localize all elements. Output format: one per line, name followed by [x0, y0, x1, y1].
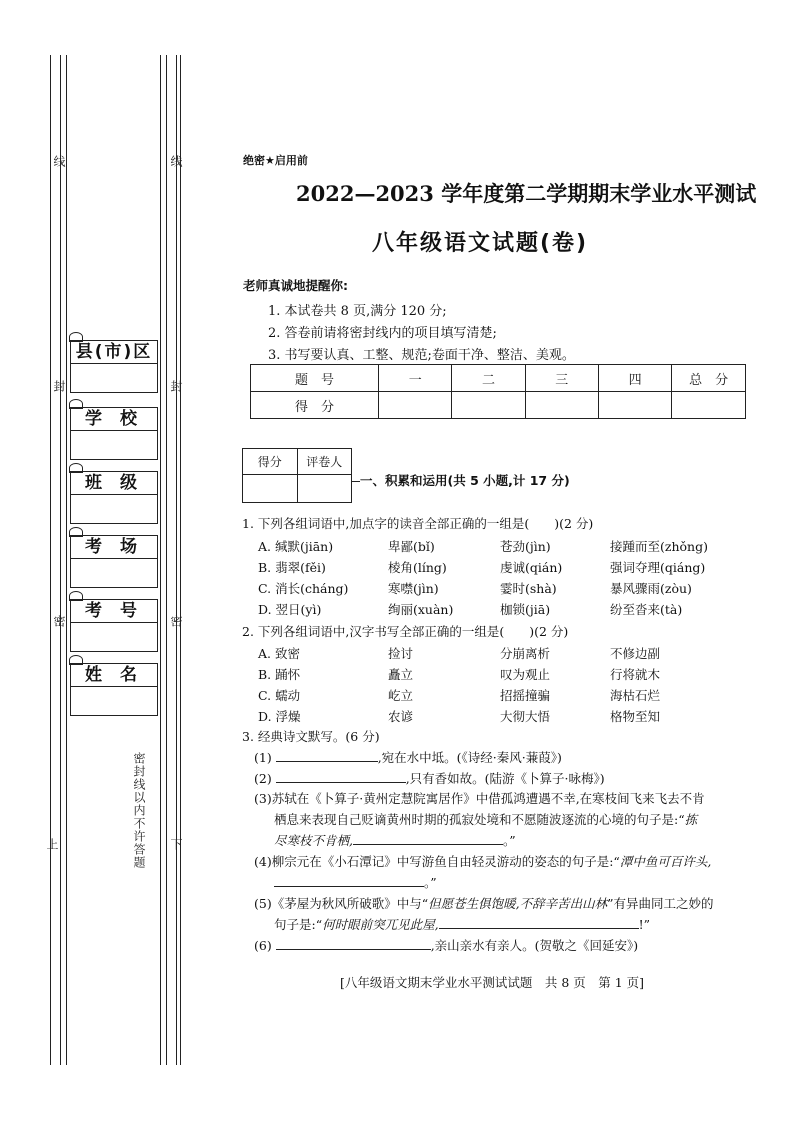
margin-line — [166, 55, 167, 1065]
exam-number-field[interactable] — [70, 599, 158, 652]
q2-option-b: 叹为观止 — [500, 667, 551, 682]
question-stem: 2. 下列各组词语中,汉字书写全部正确的一组是( )(2 分) — [242, 624, 569, 639]
q3-item-1 — [254, 748, 562, 766]
answer-blank[interactable] — [276, 749, 378, 762]
cut-mark: 线 — [169, 155, 183, 167]
q2-option-c: 招摇撞骗 — [500, 688, 551, 703]
q2-option-b: B. 踊怀 — [258, 667, 301, 682]
item-number: (1) — [254, 750, 272, 765]
q2-option-b: 矗立 — [388, 667, 414, 682]
reminder-title: 老师真诚地提醒你: — [243, 278, 348, 293]
class-label: 班 级 — [70, 471, 158, 494]
q3-item-3-line2 — [274, 810, 697, 828]
q3-item-6 — [254, 936, 638, 954]
q1-option-d: D. 翌日(yì) — [258, 602, 322, 617]
score-cell[interactable] — [379, 392, 452, 419]
score-header: 总 分 — [672, 365, 746, 392]
handwritten-answer: 但愿苍生俱饱暖,不辞辛苦出山林 — [428, 896, 608, 911]
question-stem: 1. 下列各组词语中,加点字的读音全部正确的一组是( )(2 分) — [242, 516, 594, 531]
grader-reviewer-cell[interactable] — [297, 475, 352, 503]
handwritten-answer: 潭中鱼可百许头, — [619, 854, 712, 869]
seal-notice: 密封线以内不许答题 — [132, 752, 146, 869]
item-number: (2) — [254, 771, 272, 786]
q3-item-2 — [254, 769, 605, 787]
page-title: 八年级语文试题(卷) — [372, 231, 589, 256]
handwritten-answer: 拣 — [684, 812, 698, 827]
margin-line — [180, 55, 181, 1065]
q1-option-c: C. 消长(cháng) — [258, 581, 349, 596]
answer-blank[interactable] — [353, 832, 503, 845]
page-footer: [八年级语文期末学业水平测试试题 共 8 页 第 1 页] — [340, 975, 645, 990]
item-text: 。” — [502, 833, 516, 848]
item-number: (6) — [254, 938, 272, 953]
answer-blank[interactable] — [276, 937, 431, 950]
score-header: 一 — [379, 365, 452, 392]
q1-option-a: A. 缄默(jiān) — [258, 539, 334, 554]
q2-option-d: 农谚 — [388, 709, 414, 724]
q1-option-d: 纷至沓来(tà) — [610, 602, 683, 617]
score-cell[interactable] — [525, 392, 598, 419]
exam-room-field[interactable] — [70, 535, 158, 588]
q3-item-4 — [254, 852, 711, 870]
score-cell[interactable] — [672, 392, 746, 419]
margin-line — [160, 55, 161, 1065]
cut-mark: 封 — [169, 380, 183, 392]
item-text: !” — [638, 917, 651, 932]
reminder-item: 1. 本试卷共 8 页,满分 120 分; — [268, 304, 447, 319]
item-text: 。” — [424, 875, 437, 890]
cut-mark: 下 — [169, 838, 183, 850]
section-title: 一、积累和运用(共 5 小题,计 17 分) — [360, 473, 570, 488]
cut-mark: 上 — [45, 838, 59, 850]
q2-option-b: 行将就木 — [610, 667, 661, 682]
q1-option-c: 暴风骤雨(zòu) — [610, 581, 692, 596]
q1-option-a: 接踵而至(zhǒng) — [610, 539, 708, 554]
score-header: 三 — [525, 365, 598, 392]
item-text: ,亲山亲水有亲人。(贺敬之《回延安》) — [430, 938, 639, 953]
reminder-item: 3. 书写要认真、工整、规范;卷面干净、整洁、美观。 — [268, 348, 575, 363]
item-text: ,只有香如故。(陆游《卜算子·咏梅》) — [405, 771, 605, 786]
answer-blank[interactable] — [274, 874, 424, 887]
q1-option-c: 寒噤(jìn) — [388, 581, 439, 596]
q1-option-d: 枷锁(jiā) — [500, 602, 551, 617]
q2-option-d: D. 浮燥 — [258, 709, 301, 724]
q3-item-5 — [254, 894, 714, 912]
cut-mark: 密 — [52, 615, 66, 627]
item-text: ”有异曲同工之妙的 — [607, 896, 714, 911]
q1-option-b: 棱角(líng) — [388, 560, 447, 575]
score-header: 题 号 — [251, 365, 379, 392]
item-text: 句子是:“ — [274, 917, 323, 932]
margin-line — [50, 55, 51, 1065]
handwritten-answer: 尽寒枝不肯栖, — [274, 833, 353, 848]
q2-option-a: 不修边副 — [610, 646, 661, 661]
q2-option-c: C. 蠕动 — [258, 688, 301, 703]
q2-option-c: 海枯石烂 — [610, 688, 661, 703]
class-field[interactable] — [70, 471, 158, 524]
item-number: (5) — [254, 896, 272, 911]
score-row-label: 得 分 — [251, 392, 379, 419]
margin-line — [176, 55, 177, 1065]
margin-line — [60, 55, 61, 1065]
margin-line — [66, 55, 67, 1065]
q3-item-4-line2 — [274, 873, 437, 891]
school-label: 学 校 — [70, 407, 158, 430]
q2-option-c: 屹立 — [388, 688, 414, 703]
school-field[interactable] — [70, 407, 158, 460]
score-header: 四 — [598, 365, 671, 392]
answer-blank[interactable] — [276, 770, 406, 783]
q3-item-3 — [254, 789, 705, 807]
score-cell[interactable] — [452, 392, 525, 419]
item-text: 苏轼在《卜算子·黄州定慧院寓居作》中借孤鸿遭遇不幸,在寒枝间飞来飞去不肯 — [271, 791, 705, 806]
q1-option-a: 苍劲(jìn) — [500, 539, 551, 554]
q1-option-a: 卑鄙(bǐ) — [388, 539, 435, 554]
exam-room-label: 考 场 — [70, 535, 158, 558]
grader-score-cell[interactable] — [243, 475, 298, 503]
q1-option-b: 强词夺理(qiáng) — [610, 560, 706, 575]
exam-title: 2022—2023 学年度第二学期期末学业水平测试 — [296, 181, 757, 206]
score-table — [250, 364, 746, 419]
cut-mark: 封 — [52, 380, 66, 392]
q3-item-3-line3 — [274, 831, 516, 849]
grader-box — [242, 448, 352, 503]
q2-option-a: A. 致密 — [258, 646, 300, 661]
county-label: 县(市)区 — [70, 340, 158, 363]
secret-mark: 绝密★启用前 — [243, 154, 308, 167]
name-label: 姓 名 — [70, 663, 158, 686]
item-text: 柳宗元在《小石潭记》中写游鱼自由轻灵游动的姿态的句子是:“ — [271, 854, 620, 869]
question-stem: 3. 经典诗文默写。(6 分) — [242, 729, 380, 744]
q1-option-c: 霎时(shà) — [500, 581, 557, 596]
q2-option-a: 捡讨 — [388, 646, 414, 661]
score-cell[interactable] — [598, 392, 671, 419]
item-number: (4) — [254, 854, 272, 869]
handwritten-answer: 何时眼前突兀见此屋, — [322, 917, 439, 932]
grader-score-label: 得分 — [243, 449, 298, 475]
q2-option-a: 分崩离析 — [500, 646, 551, 661]
exam-number-label: 考 号 — [70, 599, 158, 622]
item-number: (3) — [254, 791, 272, 806]
county-field[interactable] — [70, 340, 158, 393]
q2-option-d: 格物至知 — [610, 709, 661, 724]
item-text: ,宛在水中坻。(《诗经·秦风·蒹葭》) — [377, 750, 562, 765]
q1-option-b: B. 翡翠(fěi) — [258, 560, 326, 575]
q3-item-5-line2 — [274, 915, 650, 933]
grader-reviewer-label: 评卷人 — [297, 449, 352, 475]
reminder-item: 2. 答卷前请将密封线内的项目填写清楚; — [268, 326, 497, 341]
name-field[interactable] — [70, 663, 158, 716]
item-text: 栖息来表现自己贬谪黄州时期的孤寂处境和不愿随波逐流的心境的句子是:“ — [274, 812, 685, 827]
section-connector — [352, 481, 360, 482]
q1-option-b: 虔诚(qián) — [500, 560, 563, 575]
q1-option-d: 绚丽(xuàn) — [388, 602, 454, 617]
cut-mark: 线 — [52, 155, 66, 167]
q2-option-d: 大彻大悟 — [500, 709, 551, 724]
score-header: 二 — [452, 365, 525, 392]
item-text: 《茅屋为秋风所破歌》中与“ — [271, 896, 429, 911]
cut-mark: 密 — [169, 615, 183, 627]
answer-blank[interactable] — [439, 916, 639, 929]
